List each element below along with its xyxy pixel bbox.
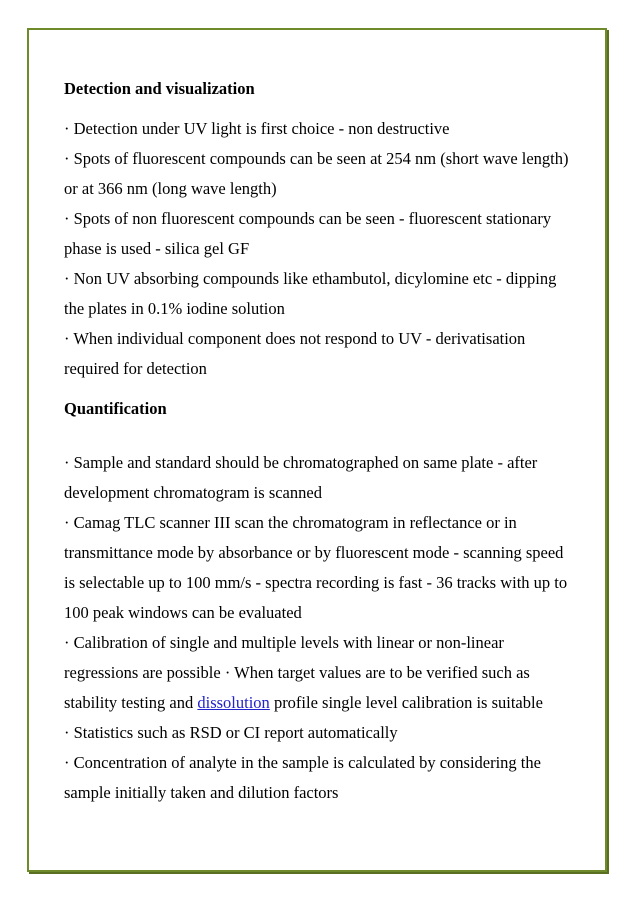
text-line: transmittance mode by absorbance or by fluorescent mode - scanning speed	[64, 543, 564, 562]
text-line: phase is used - silica gel GF	[64, 239, 250, 258]
text-line-with-link	[64, 688, 594, 718]
text-line: is selectable up to 100 mm/s - spectra recording is fast - 36 tracks with up to	[64, 573, 568, 592]
dissolution-link[interactable]: dissolution	[197, 693, 270, 712]
heading-detection: Detection and visualization	[64, 79, 255, 98]
text-line: · Calibration of single and multiple levels with linear or non-linear	[64, 633, 504, 652]
text-line: · When individual component does not respond to UV - derivatisation	[64, 329, 526, 348]
text-line: · Camag TLC scanner III scan the chromatogram in reflectance or in	[64, 513, 517, 532]
text-line: · Spots of fluorescent compounds can be seen at 254 nm (short wave length)	[64, 149, 569, 168]
text-fragment: profile single level calibration is suitable	[269, 693, 543, 712]
text-line: the plates in 0.1% iodine solution	[64, 299, 285, 318]
text-fragment: stability testing and	[64, 693, 198, 712]
text-line: · Spots of non fluorescent compounds can be seen - fluorescent stationary	[64, 209, 552, 228]
text-line: development chromatogram is scanned	[64, 483, 322, 502]
text-line: · Concentration of analyte in the sample is calculated by considering the	[64, 753, 541, 772]
text-line: · Non UV absorbing compounds like ethambutol, dicylomine etc - dipping	[64, 269, 557, 288]
text-line: sample initially taken and dilution factors	[64, 783, 339, 802]
text-line: regressions are possible · When target values are to be verified such as	[64, 663, 530, 682]
text-line: · Statistics such as RSD or CI report automatically	[64, 723, 398, 742]
text-line: · Detection under UV light is first choice - non destructive	[64, 119, 450, 138]
page-frame	[27, 28, 607, 872]
text-line: required for detection	[64, 359, 207, 378]
text-line: or at 366 nm (long wave length)	[64, 179, 277, 198]
heading-quantification: Quantification	[64, 399, 167, 418]
text-line: · Sample and standard should be chromatographed on same plate - after	[64, 453, 538, 472]
document-body	[64, 74, 594, 808]
text-line: 100 peak windows can be evaluated	[64, 603, 302, 622]
